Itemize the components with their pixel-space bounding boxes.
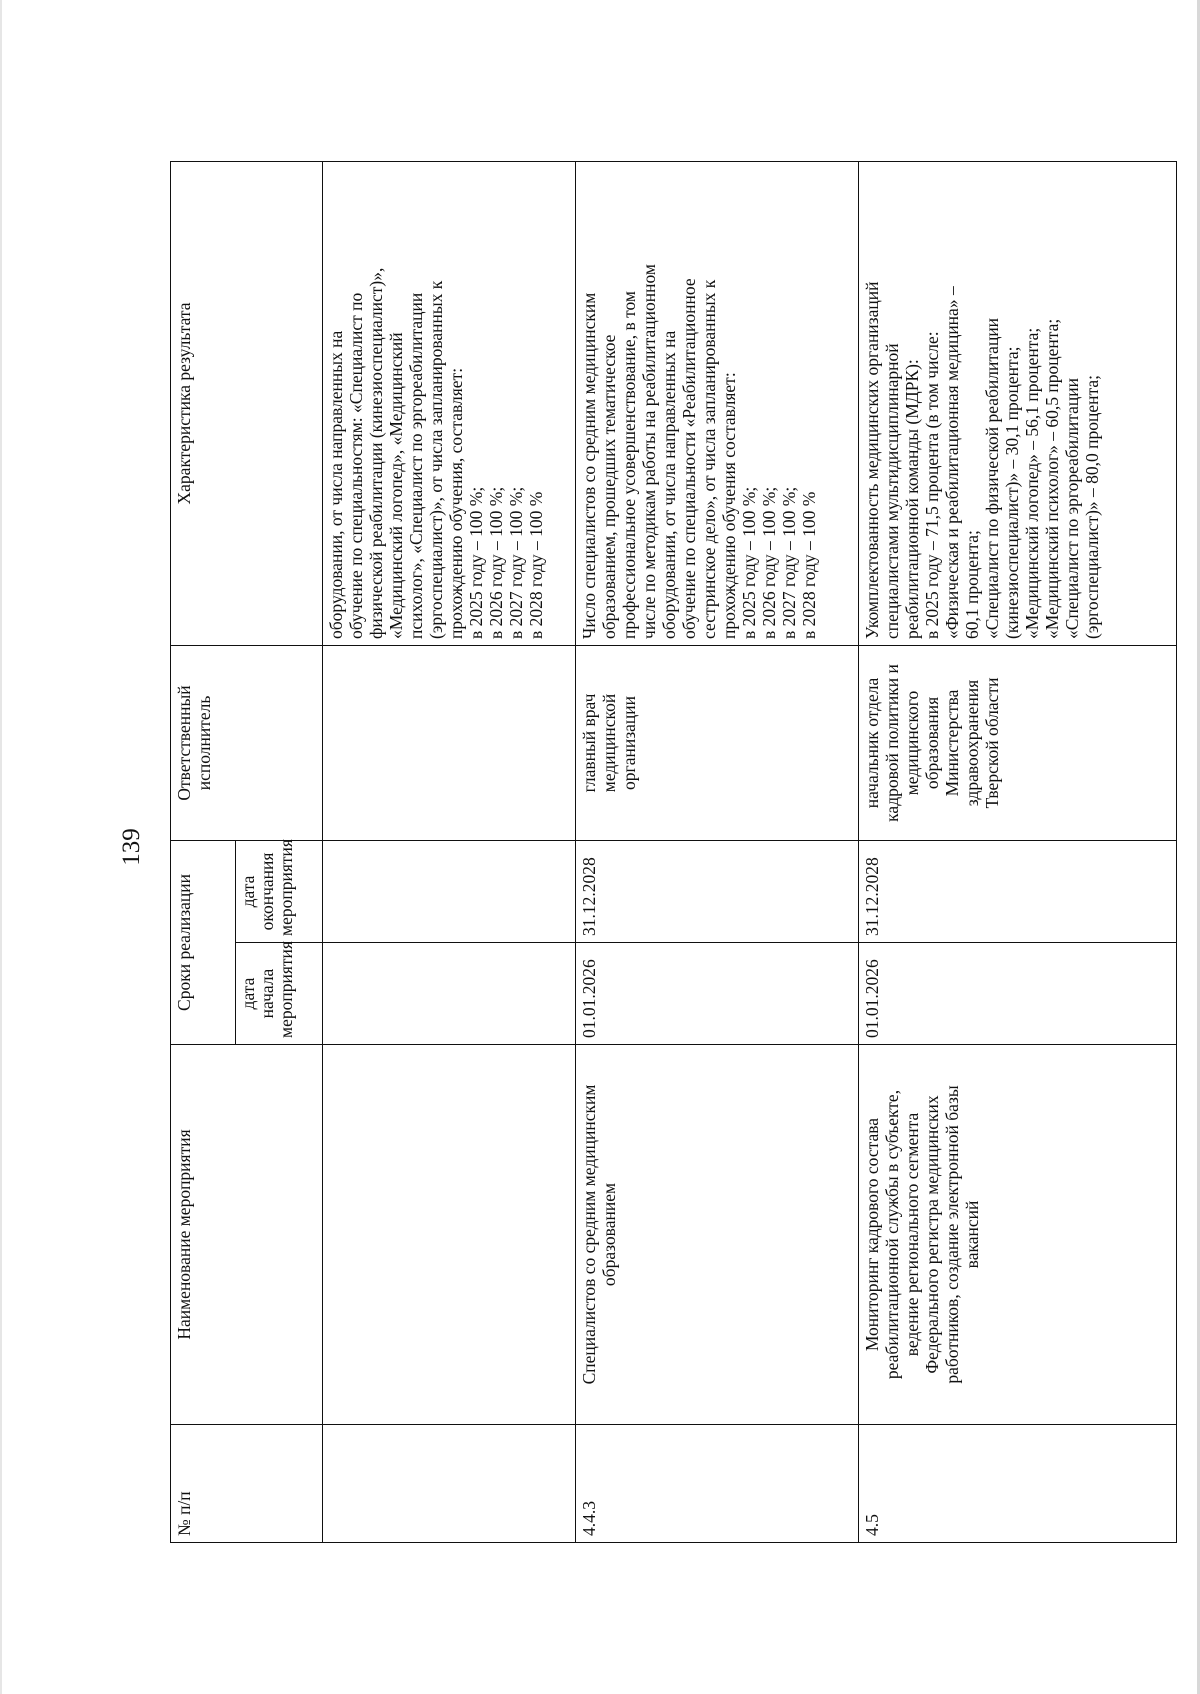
header-end-line: окончания — [257, 852, 277, 931]
result-line: обучение по специальности «Реабилитационное — [679, 278, 699, 639]
result-line: психолог», «Специалист по эргореабилитации — [406, 292, 426, 639]
result-line: (кинезиоспециалист)» – 30,1 процента; — [1002, 346, 1022, 639]
responsible-line: медицинской — [599, 693, 619, 793]
cell-end-date: 31.12.2028 — [859, 840, 1177, 942]
result-line: профессиональное усовершенствование, в том — [619, 291, 639, 639]
cell-result — [859, 161, 1177, 645]
name-line: Специалистов со средним медицинским — [579, 1084, 599, 1385]
cell-end-date: 31.12.2028 — [576, 840, 859, 942]
header-start-line: начала — [257, 968, 277, 1019]
result-line: числе по методикам работы на реабилитационном — [639, 264, 659, 639]
responsible-line: Министерства — [942, 689, 962, 797]
result-line: в 2025 году – 100 %; — [739, 486, 759, 639]
result-line: оборудовании, от числа направленных на — [659, 330, 679, 639]
result-line: «Медицинский логопед», «Медицинский — [386, 332, 406, 639]
cell-num: 4.4.3 — [576, 1425, 859, 1543]
cell-name — [859, 1045, 1177, 1425]
header-end-line: мероприятия — [276, 839, 296, 936]
header-responsible-line: исполнитель — [194, 695, 214, 791]
name-line: работников, создание электронной базы — [942, 1085, 962, 1384]
result-line: «Специалист по эргореабилитации — [1062, 378, 1082, 639]
measures-table — [170, 161, 1177, 1543]
result-line: «Специалист по физической реабилитации — [982, 317, 1002, 639]
header-responsible-line: Ответственный — [174, 685, 194, 801]
header-row-main — [171, 161, 236, 1542]
cell-result — [323, 161, 576, 645]
result-line: «Физическая и реабилитационная медицина» – — [942, 286, 962, 639]
result-line: (эргоспециалист)» – 80,0 процента; — [1082, 374, 1102, 639]
name-line: вакансий — [962, 1200, 982, 1269]
result-line: «Медицинский психолог» – 60,5 процента; — [1042, 318, 1062, 639]
cell-end-date — [323, 840, 576, 942]
cell-responsible — [576, 645, 859, 840]
cell-num: 4.5 — [859, 1425, 1177, 1543]
name-line: реабилитационной службы в субъекте, — [882, 1089, 902, 1380]
header-start-line: дата — [238, 977, 258, 1010]
result-line: в 2028 году – 100 % — [526, 491, 546, 639]
responsible-line: организации — [619, 696, 639, 790]
cell-name — [576, 1045, 859, 1425]
result-line: обучение по специальностям: «Специалист по — [346, 292, 366, 639]
result-line: 60,1 процента; — [962, 530, 982, 639]
cell-name — [323, 1045, 576, 1425]
responsible-line: начальник отдела — [862, 677, 882, 809]
cell-result — [576, 161, 859, 645]
cell-start-date: 01.01.2026 — [576, 943, 859, 1045]
table-row — [859, 161, 1177, 1542]
result-line: реабилитационной команды (МДРК): — [902, 359, 922, 639]
header-end-line: дата — [238, 875, 258, 908]
result-line: в 2027 году – 100 %; — [779, 486, 799, 639]
result-line: специалистами мультидисциплинарной — [882, 343, 902, 639]
header-num: № п/п — [171, 1425, 323, 1543]
cell-responsible — [859, 645, 1177, 840]
cell-start-date — [323, 943, 576, 1045]
result-line: в 2027 году – 100 %; — [506, 486, 526, 639]
result-line: образованием, прошедших тематическое — [599, 334, 619, 639]
result-line: Укомплектованность медицинских организаций — [862, 281, 882, 639]
result-line: оборудовании, от числа направленных на — [326, 330, 346, 639]
responsible-line: главный врач — [579, 693, 599, 793]
result-line: прохождению обучения составляет: — [719, 372, 739, 639]
responsible-line: кадровой политики и — [882, 664, 902, 822]
responsible-line: медицинского — [902, 690, 922, 796]
name-line: образованием — [599, 1182, 619, 1287]
responsible-line: Тверской области — [982, 677, 1002, 809]
result-line: (эргоспециалист)», от числа запланированных к — [426, 280, 446, 639]
page-number: 139 — [118, 828, 145, 866]
result-line: Число специалистов со средним медицинским — [579, 292, 599, 639]
cell-start-date: 01.01.2026 — [859, 943, 1177, 1045]
name-line: Федерального регистра медицинских — [922, 1095, 942, 1374]
header-start-line: мероприятия — [276, 941, 296, 1038]
header-responsible — [171, 645, 323, 840]
header-start-date — [236, 943, 323, 1045]
header-end-date — [236, 840, 323, 942]
result-line: «Медицинский логопед» – 56,1 процента; — [1022, 327, 1042, 639]
name-line: Мониторинг кадрового состава — [862, 1117, 882, 1352]
result-line: в 2025 году – 100 %; — [466, 486, 486, 639]
result-line: в 2026 году – 100 %; — [486, 486, 506, 639]
header-dates-group: Сроки реализации — [171, 840, 236, 1044]
header-result: Характеристика результата — [171, 161, 323, 645]
table-row — [323, 161, 576, 1542]
result-line: в 2026 году – 100 %; — [759, 486, 779, 639]
header-name: Наименование мероприятия — [171, 1045, 323, 1425]
result-line: в 2028 году – 100 % — [799, 491, 819, 639]
result-line: сестринское дело», от числа запланированных к — [699, 279, 719, 639]
cell-num — [323, 1425, 576, 1543]
cell-responsible — [323, 645, 576, 840]
name-line: ведение регионального сегмента — [902, 1112, 922, 1357]
responsible-line: здравоохранения — [962, 679, 982, 807]
result-line: в 2025 году – 71,5 процента (в том числе: — [922, 331, 942, 639]
result-line: прохождению обучения, составляет: — [446, 367, 466, 639]
responsible-line: образования — [922, 696, 942, 790]
result-line: физической реабилитации (кинезиоспециалист)», — [366, 267, 386, 639]
table-row — [576, 161, 859, 1542]
